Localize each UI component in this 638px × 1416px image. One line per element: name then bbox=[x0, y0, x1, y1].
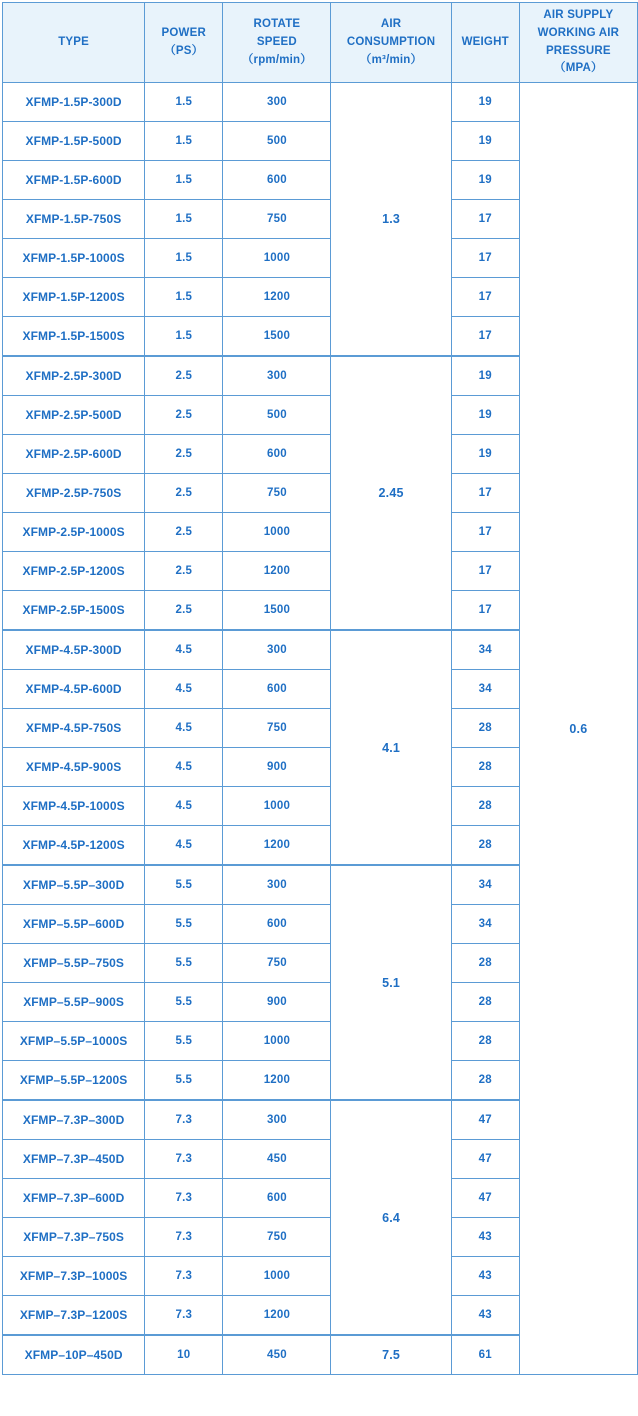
cell-air-consumption: 7.5 bbox=[331, 1335, 451, 1375]
cell-power: 7.3 bbox=[145, 1179, 223, 1218]
cell-weight: 34 bbox=[451, 670, 519, 709]
cell-rotate-speed: 750 bbox=[223, 474, 331, 513]
cell-power: 7.3 bbox=[145, 1218, 223, 1257]
cell-rotate-speed: 1200 bbox=[223, 278, 331, 317]
cell-power: 2.5 bbox=[145, 435, 223, 474]
cell-weight: 17 bbox=[451, 513, 519, 552]
cell-weight: 17 bbox=[451, 474, 519, 513]
cell-type: XFMP-1.5P-500D bbox=[3, 122, 145, 161]
cell-type: XFMP-2.5P-1000S bbox=[3, 513, 145, 552]
cell-rotate-speed: 1000 bbox=[223, 787, 331, 826]
header-speed-line2: SPEED bbox=[256, 35, 297, 48]
cell-power: 4.5 bbox=[145, 709, 223, 748]
cell-rotate-speed: 500 bbox=[223, 396, 331, 435]
cell-weight: 34 bbox=[451, 865, 519, 905]
cell-type: XFMP-4.5P-750S bbox=[3, 709, 145, 748]
table-body bbox=[3, 83, 638, 1375]
cell-rotate-speed: 600 bbox=[223, 670, 331, 709]
cell-weight: 17 bbox=[451, 591, 519, 631]
cell-rotate-speed: 450 bbox=[223, 1140, 331, 1179]
cell-weight: 17 bbox=[451, 200, 519, 239]
cell-rotate-speed: 750 bbox=[223, 709, 331, 748]
cell-weight: 28 bbox=[451, 709, 519, 748]
cell-type: XFMP-4.5P-300D bbox=[3, 630, 145, 670]
cell-type: XFMP-1.5P-600D bbox=[3, 161, 145, 200]
cell-rotate-speed: 1500 bbox=[223, 591, 331, 631]
cell-weight: 28 bbox=[451, 1022, 519, 1061]
cell-type: XFMP–5.5P–1200S bbox=[3, 1061, 145, 1101]
cell-power: 5.5 bbox=[145, 1061, 223, 1101]
cell-weight: 28 bbox=[451, 983, 519, 1022]
cell-type: XFMP-2.5P-1200S bbox=[3, 552, 145, 591]
cell-power: 1.5 bbox=[145, 317, 223, 357]
cell-type: XFMP–5.5P–900S bbox=[3, 983, 145, 1022]
cell-air-consumption: 4.1 bbox=[331, 630, 451, 865]
cell-power: 1.5 bbox=[145, 122, 223, 161]
cell-type: XFMP-1.5P-1200S bbox=[3, 278, 145, 317]
cell-rotate-speed: 1500 bbox=[223, 317, 331, 357]
cell-power: 7.3 bbox=[145, 1257, 223, 1296]
cell-weight: 34 bbox=[451, 905, 519, 944]
cell-type: XFMP–7.3P–300D bbox=[3, 1100, 145, 1140]
cell-weight: 43 bbox=[451, 1296, 519, 1336]
cell-power: 7.3 bbox=[145, 1296, 223, 1336]
header-type bbox=[3, 3, 145, 83]
cell-rotate-speed: 300 bbox=[223, 630, 331, 670]
cell-rotate-speed: 500 bbox=[223, 122, 331, 161]
cell-power: 1.5 bbox=[145, 278, 223, 317]
cell-air-consumption: 5.1 bbox=[331, 865, 451, 1100]
cell-weight: 43 bbox=[451, 1257, 519, 1296]
cell-type: XFMP–7.3P–750S bbox=[3, 1218, 145, 1257]
header-rotate-speed bbox=[223, 3, 331, 83]
cell-type: XFMP-2.5P-500D bbox=[3, 396, 145, 435]
header-air-consumption bbox=[331, 3, 451, 83]
cell-type: XFMP-2.5P-750S bbox=[3, 474, 145, 513]
cell-weight: 28 bbox=[451, 944, 519, 983]
cell-power: 7.3 bbox=[145, 1140, 223, 1179]
cell-rotate-speed: 900 bbox=[223, 983, 331, 1022]
cell-type: XFMP-2.5P-600D bbox=[3, 435, 145, 474]
cell-power: 7.3 bbox=[145, 1100, 223, 1140]
cell-air-pressure: 0.6 bbox=[519, 83, 637, 1375]
cell-weight: 19 bbox=[451, 83, 519, 122]
cell-weight: 28 bbox=[451, 1061, 519, 1101]
header-press-line2: WORKING AIR bbox=[537, 26, 620, 39]
cell-weight: 28 bbox=[451, 787, 519, 826]
cell-type: XFMP–5.5P–750S bbox=[3, 944, 145, 983]
header-power-line1: POWER bbox=[161, 26, 206, 39]
cell-weight: 17 bbox=[451, 552, 519, 591]
cell-rotate-speed: 1200 bbox=[223, 826, 331, 866]
cell-weight: 19 bbox=[451, 356, 519, 396]
cell-rotate-speed: 900 bbox=[223, 748, 331, 787]
cell-rotate-speed: 600 bbox=[223, 435, 331, 474]
cell-rotate-speed: 1000 bbox=[223, 1022, 331, 1061]
cell-power: 10 bbox=[145, 1335, 223, 1375]
cell-rotate-speed: 750 bbox=[223, 200, 331, 239]
cell-weight: 19 bbox=[451, 161, 519, 200]
cell-power: 5.5 bbox=[145, 865, 223, 905]
cell-type: XFMP-1.5P-300D bbox=[3, 83, 145, 122]
cell-type: XFMP-2.5P-1500S bbox=[3, 591, 145, 631]
cell-rotate-speed: 300 bbox=[223, 1100, 331, 1140]
header-press-line4: （MPA） bbox=[554, 62, 603, 75]
cell-rotate-speed: 300 bbox=[223, 865, 331, 905]
cell-power: 2.5 bbox=[145, 356, 223, 396]
cell-power: 4.5 bbox=[145, 670, 223, 709]
table-row bbox=[3, 83, 638, 122]
cell-power: 1.5 bbox=[145, 83, 223, 122]
cell-type: XFMP–5.5P–300D bbox=[3, 865, 145, 905]
cell-rotate-speed: 750 bbox=[223, 1218, 331, 1257]
cell-weight: 47 bbox=[451, 1140, 519, 1179]
cell-type: XFMP–7.3P–1000S bbox=[3, 1257, 145, 1296]
header-air-line2: CONSUMPTION bbox=[346, 35, 436, 48]
cell-rotate-speed: 1200 bbox=[223, 1296, 331, 1336]
cell-power: 2.5 bbox=[145, 591, 223, 631]
cell-power: 1.5 bbox=[145, 200, 223, 239]
cell-rotate-speed: 1200 bbox=[223, 1061, 331, 1101]
header-power bbox=[145, 3, 223, 83]
cell-weight: 19 bbox=[451, 396, 519, 435]
cell-type: XFMP-4.5P-600D bbox=[3, 670, 145, 709]
header-power-line2: （PS） bbox=[164, 44, 204, 57]
cell-power: 2.5 bbox=[145, 396, 223, 435]
cell-type: XFMP-4.5P-900S bbox=[3, 748, 145, 787]
header-press-line1: AIR SUPPLY bbox=[543, 9, 614, 21]
cell-power: 4.5 bbox=[145, 826, 223, 866]
cell-weight: 43 bbox=[451, 1218, 519, 1257]
cell-weight: 17 bbox=[451, 278, 519, 317]
cell-power: 5.5 bbox=[145, 1022, 223, 1061]
cell-type: XFMP–10P–450D bbox=[3, 1335, 145, 1375]
cell-rotate-speed: 1000 bbox=[223, 239, 331, 278]
cell-weight: 19 bbox=[451, 122, 519, 161]
cell-type: XFMP-4.5P-1200S bbox=[3, 826, 145, 866]
header-press-line3: PRESSURE bbox=[545, 44, 611, 57]
cell-type: XFMP-4.5P-1000S bbox=[3, 787, 145, 826]
header-type-line1: TYPE bbox=[58, 35, 90, 48]
cell-power: 1.5 bbox=[145, 161, 223, 200]
cell-weight: 34 bbox=[451, 630, 519, 670]
cell-weight: 61 bbox=[451, 1335, 519, 1375]
cell-power: 2.5 bbox=[145, 552, 223, 591]
cell-weight: 17 bbox=[451, 317, 519, 357]
header-weight-line1: WEIGHT bbox=[461, 35, 509, 48]
cell-air-consumption: 1.3 bbox=[331, 83, 451, 357]
cell-weight: 47 bbox=[451, 1100, 519, 1140]
cell-power: 4.5 bbox=[145, 630, 223, 670]
cell-rotate-speed: 600 bbox=[223, 905, 331, 944]
header-air-pressure bbox=[519, 3, 637, 83]
cell-type: XFMP–5.5P–1000S bbox=[3, 1022, 145, 1061]
header-row bbox=[3, 3, 638, 83]
cell-type: XFMP-1.5P-750S bbox=[3, 200, 145, 239]
cell-type: XFMP–5.5P–600D bbox=[3, 905, 145, 944]
cell-power: 5.5 bbox=[145, 944, 223, 983]
cell-power: 5.5 bbox=[145, 983, 223, 1022]
cell-weight: 28 bbox=[451, 748, 519, 787]
cell-weight: 47 bbox=[451, 1179, 519, 1218]
cell-power: 1.5 bbox=[145, 239, 223, 278]
cell-weight: 17 bbox=[451, 239, 519, 278]
cell-weight: 28 bbox=[451, 826, 519, 866]
cell-type: XFMP-1.5P-1500S bbox=[3, 317, 145, 357]
header-weight bbox=[451, 3, 519, 83]
cell-rotate-speed: 1200 bbox=[223, 552, 331, 591]
header-air-line1: AIR bbox=[380, 17, 402, 30]
cell-rotate-speed: 1000 bbox=[223, 513, 331, 552]
cell-rotate-speed: 600 bbox=[223, 1179, 331, 1218]
cell-rotate-speed: 750 bbox=[223, 944, 331, 983]
cell-power: 4.5 bbox=[145, 748, 223, 787]
cell-type: XFMP–7.3P–1200S bbox=[3, 1296, 145, 1336]
cell-type: XFMP–7.3P–450D bbox=[3, 1140, 145, 1179]
cell-rotate-speed: 600 bbox=[223, 161, 331, 200]
cell-rotate-speed: 300 bbox=[223, 356, 331, 396]
cell-rotate-speed: 1000 bbox=[223, 1257, 331, 1296]
cell-power: 5.5 bbox=[145, 905, 223, 944]
specification-table bbox=[2, 2, 638, 1375]
header-speed-line3: （rpm/min） bbox=[241, 53, 312, 66]
cell-type: XFMP–7.3P–600D bbox=[3, 1179, 145, 1218]
cell-power: 4.5 bbox=[145, 787, 223, 826]
table-header bbox=[3, 3, 638, 83]
cell-type: XFMP-2.5P-300D bbox=[3, 356, 145, 396]
cell-type: XFMP-1.5P-1000S bbox=[3, 239, 145, 278]
cell-air-consumption: 2.45 bbox=[331, 356, 451, 630]
header-speed-line1: ROTATE bbox=[253, 17, 301, 30]
cell-rotate-speed: 300 bbox=[223, 83, 331, 122]
cell-weight: 19 bbox=[451, 435, 519, 474]
cell-air-consumption: 6.4 bbox=[331, 1100, 451, 1335]
cell-rotate-speed: 450 bbox=[223, 1335, 331, 1375]
header-air-line3: （m³/min） bbox=[359, 53, 423, 66]
cell-power: 2.5 bbox=[145, 474, 223, 513]
cell-power: 2.5 bbox=[145, 513, 223, 552]
